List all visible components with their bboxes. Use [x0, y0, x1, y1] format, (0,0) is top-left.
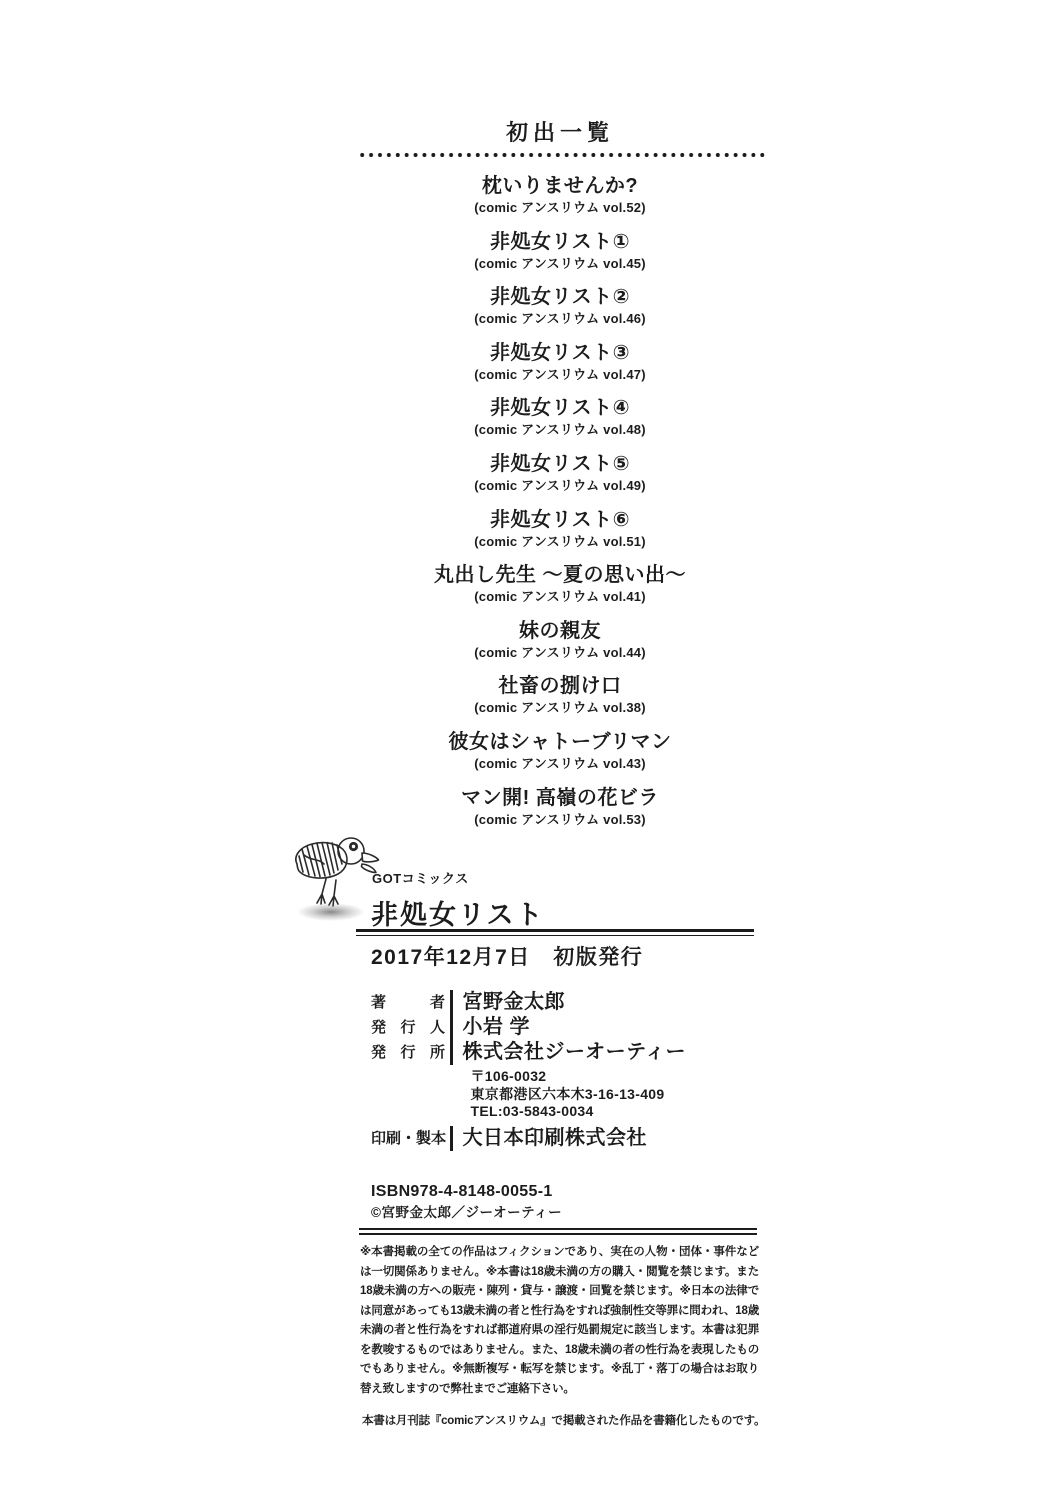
list-item	[62, 452, 1058, 508]
table-row	[371, 1040, 771, 1126]
list-item	[62, 674, 1058, 730]
work-source: (comic アンスリウム vol.46)	[474, 311, 646, 327]
work-source: (comic アンスリウム vol.43)	[474, 755, 646, 771]
source-note: 本書は月刊誌『comicアンスリウム』で掲載された作品を書籍化したものです。	[362, 1415, 766, 1427]
credit-value: 大日本印刷株式会社	[462, 1126, 647, 1149]
list-item	[62, 619, 1058, 675]
work-source: (comic アンスリウム vol.47)	[474, 366, 646, 382]
credit-divider	[450, 1126, 453, 1151]
work-title: 丸出し先生 ～夏の思い出～	[433, 564, 687, 587]
edition-date: 2017年12月7日 初版発行	[371, 946, 644, 969]
credit-divider	[450, 1015, 453, 1040]
street-address: 東京都港区六本木3-16-13-409	[470, 1085, 665, 1102]
table-row	[371, 1015, 771, 1040]
work-title: 彼女はシャトーブリマン	[448, 730, 672, 753]
work-title: 枕いりませんか?	[481, 175, 639, 197]
credit-value: 株式会社ジーオーティー	[462, 1041, 686, 1063]
list-item	[62, 508, 1058, 564]
work-title: 非処女リスト①	[489, 230, 631, 253]
table-row	[371, 990, 771, 1015]
work-source: (comic アンスリウム vol.45)	[474, 255, 646, 271]
work-title: 社畜の捌け口	[498, 675, 622, 698]
list-item	[62, 341, 1058, 397]
credit-value: 小岩 学	[462, 1016, 531, 1038]
list-item	[62, 285, 1058, 341]
imprint-label: GOTコミックス	[372, 871, 469, 886]
disclaimer-text: ※本書掲載の全ての作品はフィクションであり、実在の人物・団体・事件などは一切関係ありません。※本書は18歳未満の方の購入・閲覧を禁じます。また18歳未満の方への販売・陳列・貸与・譲渡・回覧を禁じます。※日本の法律では同意があっても13歳未満の者と性行為をすれば強制性交等罪に問われ、18歳未満の者と性行為をすれば都道府県の淫行処罰規定に該当します。本書は犯罪を教唆するものではありません。また、18歳未満の者の性行為を表現したものでもありません。※無断複写・転写を禁じます。※乱丁・落丁の場合はお取り替え致しますので弊社までご連絡下さい。	[360, 1246, 759, 1395]
isbn: ISBN978-4-8148-0055-1	[371, 1183, 553, 1200]
list-item	[62, 230, 1058, 286]
work-title: 非処女リスト⑥	[489, 508, 631, 531]
work-source: (comic アンスリウム vol.52)	[474, 200, 646, 215]
work-title: 非処女リスト③	[489, 341, 631, 364]
isbn-block	[371, 1181, 562, 1223]
work-source: (comic アンスリウム vol.44)	[474, 644, 646, 660]
copyright: ©宮野金太郎／ジーオーティー	[371, 1205, 563, 1220]
publisher-address	[471, 1068, 687, 1121]
work-source: (comic アンスリウム vol.41)	[474, 589, 646, 605]
works-list	[62, 174, 1058, 841]
list-item	[62, 786, 1058, 842]
work-title: 非処女リスト⑤	[489, 452, 631, 475]
work-source: (comic アンスリウム vol.51)	[474, 533, 646, 549]
dotted-divider	[358, 152, 769, 158]
bird-shadow	[297, 903, 365, 921]
list-item	[62, 174, 1058, 230]
work-source: (comic アンスリウム vol.49)	[474, 477, 646, 493]
credit-label: 発行人	[371, 1019, 445, 1036]
work-source: (comic アンスリウム vol.53)	[474, 811, 646, 827]
list-item	[62, 563, 1058, 619]
credit-divider	[450, 990, 453, 1015]
work-source: (comic アンスリウム vol.38)	[474, 700, 646, 716]
credit-label: 発行所	[371, 1044, 445, 1061]
telephone: TEL:03-5843-0034	[470, 1103, 594, 1119]
credit-value: 宮野金太郎	[462, 991, 565, 1013]
credits-table	[371, 990, 771, 1151]
page-title: 初出一覧	[505, 120, 614, 145]
credit-label: 印刷・製本	[371, 1129, 447, 1147]
bird-doodle-icon	[290, 834, 382, 910]
title-rule	[356, 929, 754, 936]
list-item	[62, 730, 1058, 786]
work-title: マン開! 高嶺の花ビラ	[461, 786, 659, 809]
work-title: 非処女リスト②	[489, 286, 631, 309]
list-item	[62, 396, 1058, 452]
work-source: (comic アンスリウム vol.48)	[474, 422, 646, 438]
work-title: 妹の親友	[519, 619, 601, 642]
credit-label: 著者	[371, 994, 445, 1011]
book-title: 非処女リスト	[371, 900, 545, 930]
table-row	[371, 1126, 771, 1151]
section-rule	[359, 1228, 757, 1235]
work-title: 非処女リスト④	[489, 397, 631, 420]
postal-code: 〒106-0032	[470, 1068, 547, 1084]
credit-divider	[450, 1040, 453, 1065]
